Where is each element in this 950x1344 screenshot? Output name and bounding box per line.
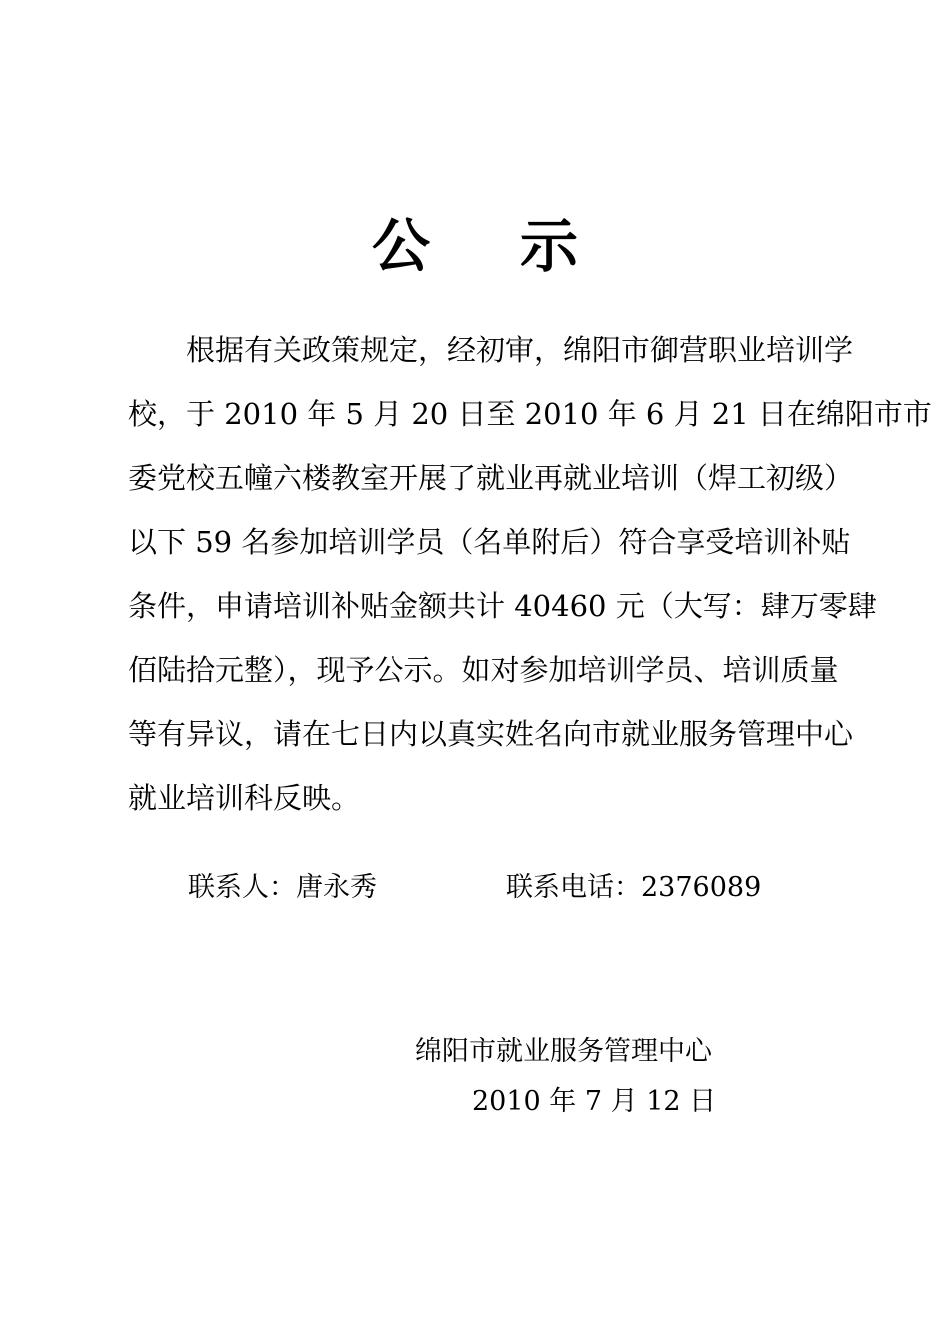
body-line: 以下 59 名参加培训学员（名单附后）符合享受培训补贴 <box>128 525 851 559</box>
body-line: 委党校五幢六楼教室开展了就业再就业培训（焊工初级） <box>128 461 854 495</box>
title-char-2: 示 <box>520 212 579 280</box>
body-line: 校，于 2010 年 5 月 20 日至 2010 年 6 月 21 日在绵阳市市 <box>128 397 932 431</box>
contact-phone: 联系电话：2376089 <box>506 872 762 903</box>
body-line: 就业培训科反映。 <box>128 781 361 815</box>
body-line: 等有异议，请在七日内以真实姓名向市就业服务管理中心 <box>128 717 854 751</box>
signature-date: 2010 年 7 月 12 日 <box>472 1086 717 1117</box>
body-line: 根据有关政策规定，经初审，绵阳市御营职业培训学 <box>186 333 854 367</box>
contact-person: 联系人：唐永秀 <box>188 872 377 903</box>
body-line: 佰陆拾元整），现予公示。如对参加培训学员、培训质量 <box>128 653 839 687</box>
title-char-1: 公 <box>371 212 430 280</box>
body-line: 条件，申请培训补贴金额共计 40460 元（大写：肆万零肆 <box>128 589 877 623</box>
contact-info <box>188 862 828 914</box>
document-title <box>0 210 950 282</box>
signature-organization: 绵阳市就业服务管理中心 <box>415 1036 712 1067</box>
body-paragraph <box>128 318 932 830</box>
